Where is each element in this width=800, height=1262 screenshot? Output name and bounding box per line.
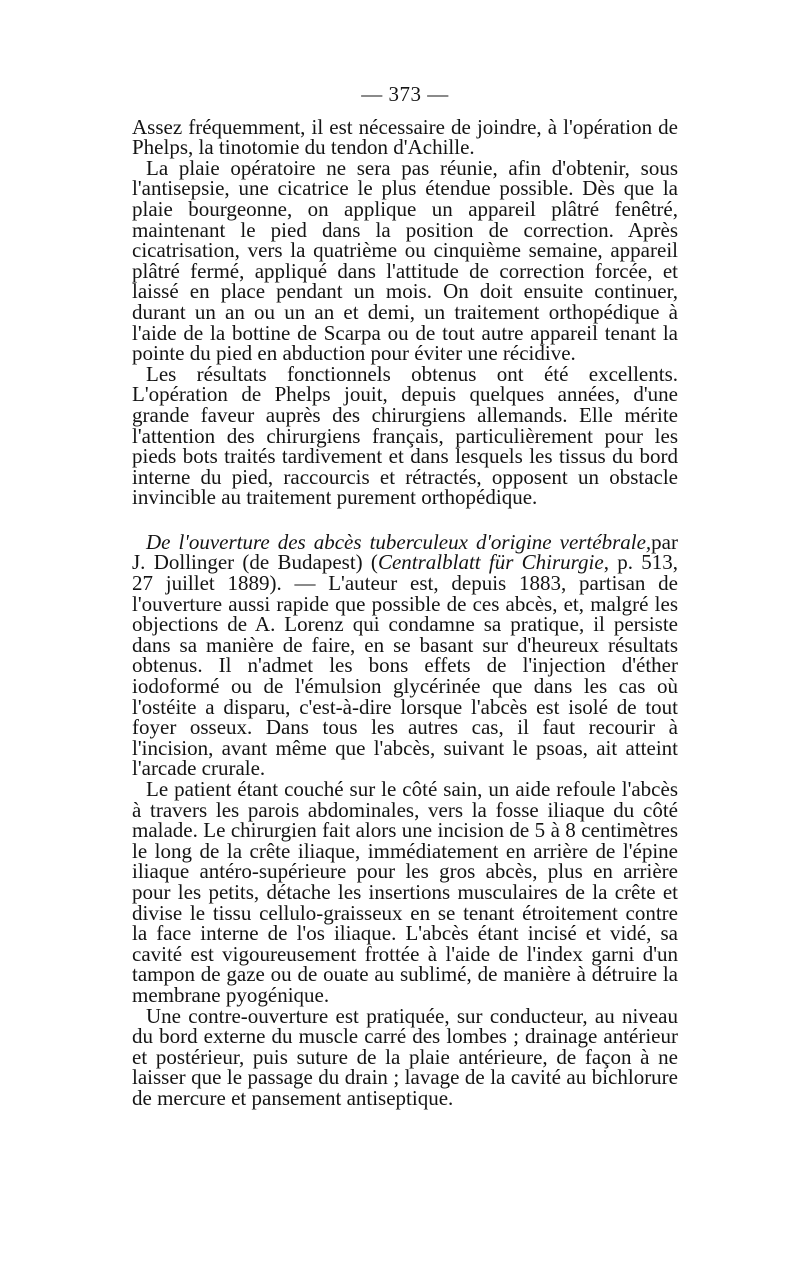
paragraph-results: Les résultats fonctionnels obtenus ont été excellents. L'opération de Phelps jouit, depuis quelques années, d'une grande faveur auprès des chirurgiens allemands. Elle mérite l'attention des chirurgiens français, particulièrement pour les pieds bots traités tardivement et dans lesquels les tissus du bord interne du pied, raccourcis et rétractés, opposent un obstacle invincible au traitement purement orthopédique. [132, 361, 678, 510]
paragraph-counter-opening: Une contre-ouverture est pratiquée, sur conducteur, au niveau du bord externe du muscle carré des lombes ; drainage antérieur et postérieur, puis suture de la plaie antérieure, de façon à ne laisser que le passage du drain ; lavage de la cavité au bichlorure de mercure et pansement antiseptique. [132, 1003, 678, 1110]
article-citation-body: , p. 513, 27 juillet 1889). — L'auteur est, depuis 1883, partisan de l'ouverture aussi rapide que possible de ces abcès, et, malgré les objections de A. Lorenz qui condamne sa pratique, il persiste dans sa manière de faire, en se basant sur d'heureux résultats obtenus. Il n'admet les bons effets de l'injection d'éther iodoformé ou de l'émulsion glycérinée que dans les cas où l'ostéite a disparu, c'est-à-dire lorsque l'abcès est isolé de tout foyer osseux. Dans tous les autres cas, il faut recourir à l'incision, avant même que l'abcès, suivant le psoas, ait atteint l'arcade crurale. [132, 550, 678, 781]
article-author: par J. Dollinger (de Budapest) ( [132, 529, 678, 575]
paragraph-wound-care: La plaie opératoire ne sera pas réunie, afin d'obtenir, sous l'antisepsie, une cicatrice le plus étendue possible. Dès que la plaie bourgeonne, on applique un appareil plâtré fenêtré, maintenant le pied dans la position de correction. Après cicatrisation, vers la quatrième ou cinquième semaine, appareil plâtré fermé, appliqué dans l'attitude de correction forcée, et laissé en place pendant un mois. On doit ensuite continuer, durant un an ou un an et demi, un traitement orthopédique à l'aide de la bottine de Scarpa ou de tout autre appareil tenant la pointe du pied en abduction pour éviter une récidive. [132, 155, 678, 366]
article-title: De l'ouverture des abcès tuberculeux d'origine vertébrale, [146, 529, 652, 554]
paragraph-procedure: Le patient étant couché sur le côté sain, un aide refoule l'abcès à travers les parois abdominales, vers la fosse iliaque du côté malade. Le chirurgien fait alors une incision de 5 à 8 centimètres le long de la crête iliaque, immédiatement en arrière de l'épine iliaque antéro-supérieure pour les gros abcès, plus en arrière pour les petits, détache les insertions musculaires de la crête et divise le tissu cellulo-graisseux en se tenant étroitement contre la face interne de l'os iliaque. L'abcès étant incisé et vidé, sa cavité est vigoureusement frottée à l'aide de l'index garni d'un tampon de gaze ou de ouate au sublimé, de manière à détruire la membrane pyogénique. [132, 777, 678, 1007]
section-gap [132, 508, 678, 532]
page-number: — 373 — [361, 82, 449, 106]
article-journal: Centralblatt für Chirurgie [377, 550, 604, 575]
article-paragraph [132, 529, 678, 781]
book-page [132, 84, 678, 1109]
paragraph-achilles: Assez fréquemment, il est nécessaire de joindre, à l'opération de Phelps, la tinotomie du tendon d'Achille. [132, 114, 678, 160]
